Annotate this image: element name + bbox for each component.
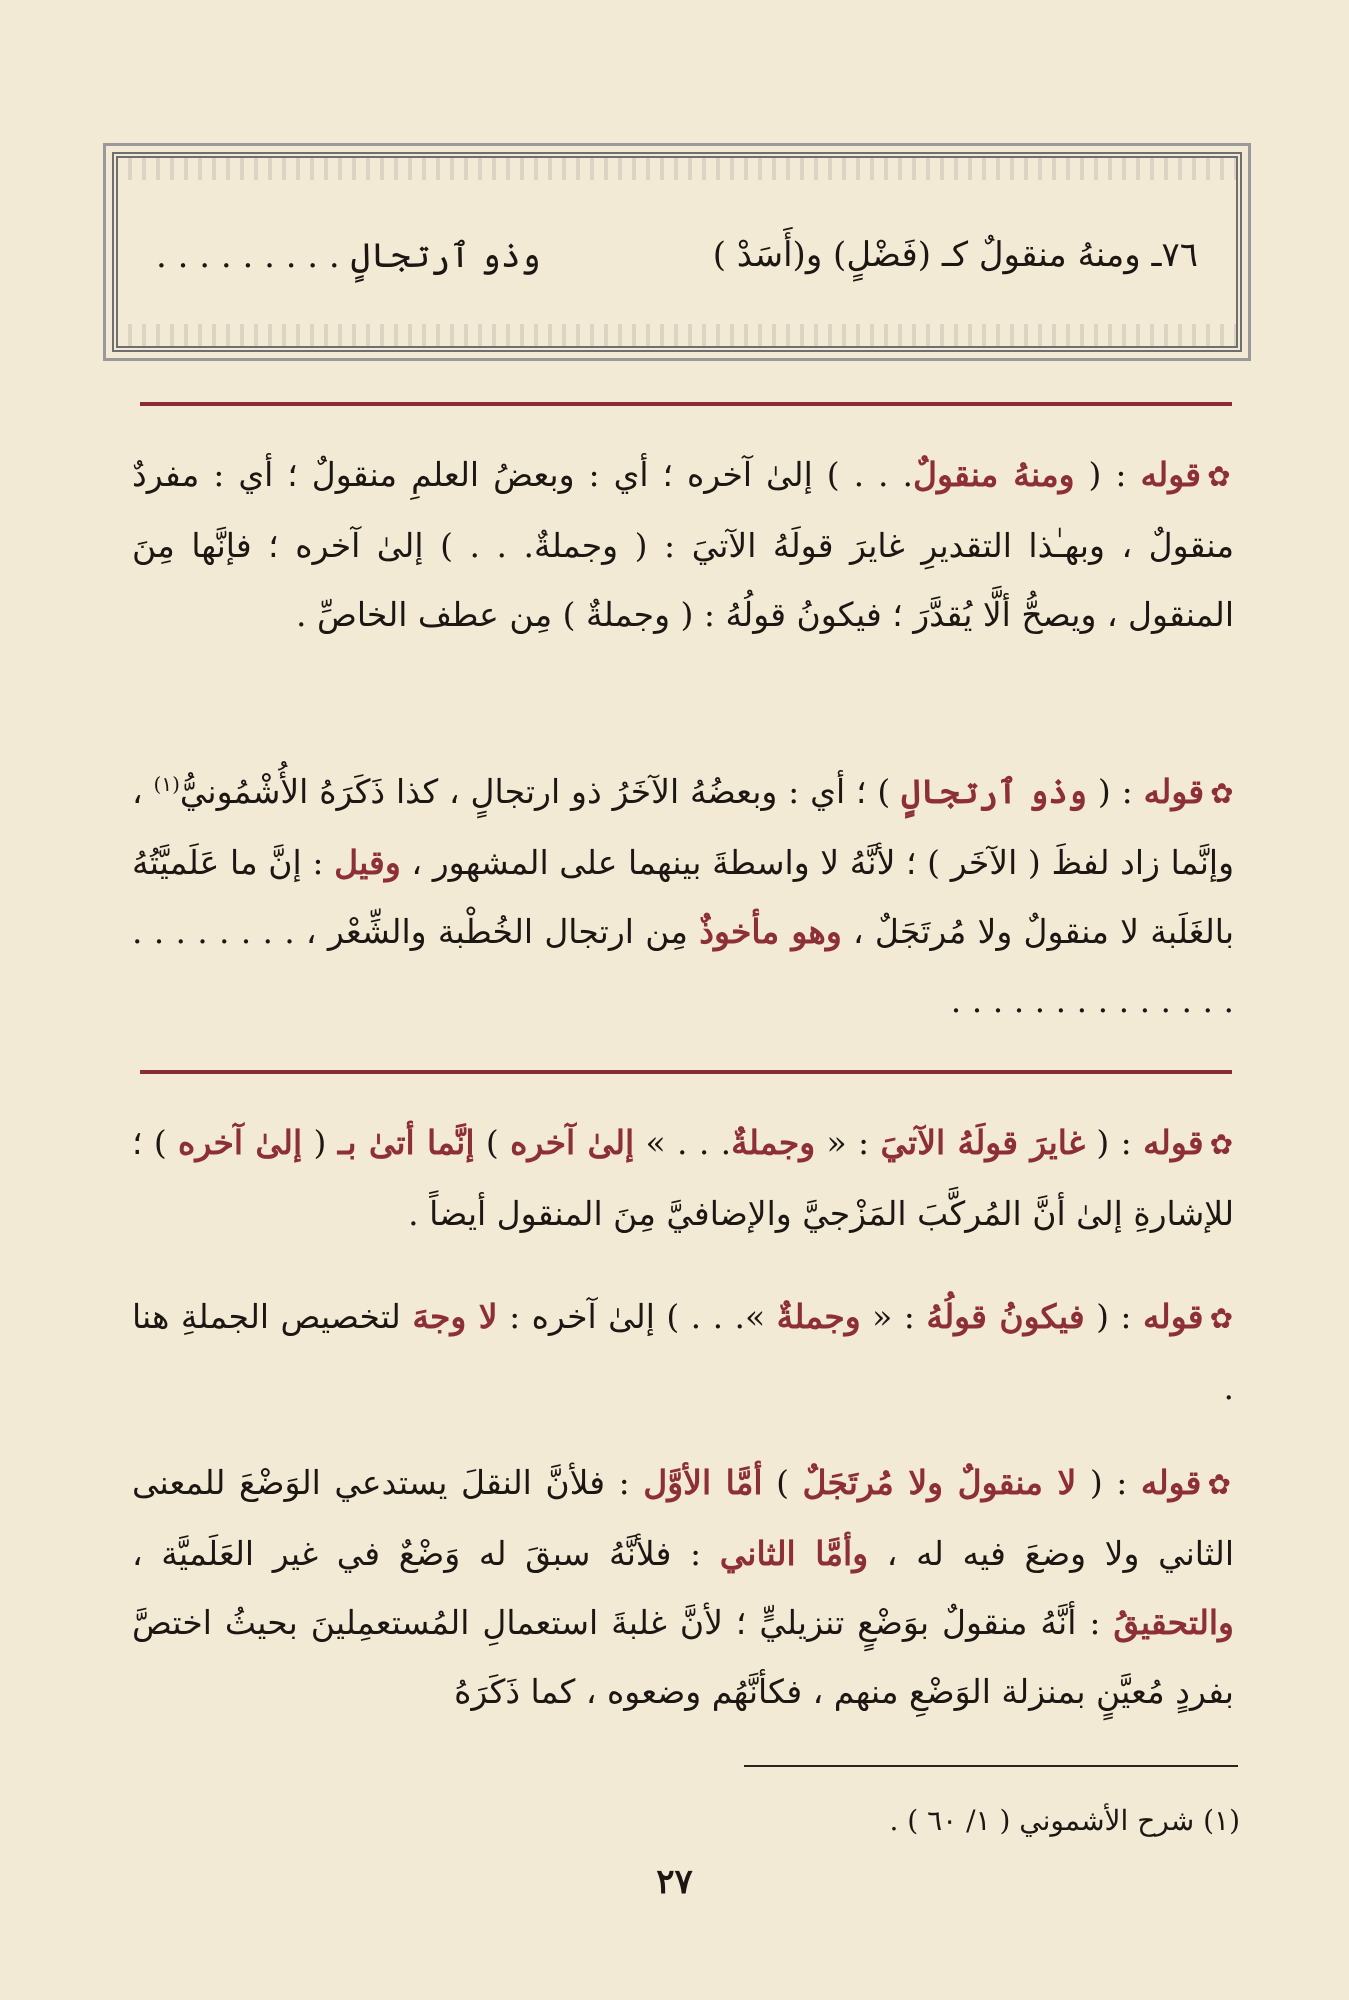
body-text: : ( (1087, 772, 1144, 811)
footnote-marker: (١) (153, 772, 180, 796)
body-text: ، وإنَّما زاد لفظَ ( الآخَر ) ؛ لأنَّهُ لا واسطةَ بينهما على المشهور ، (132, 772, 1235, 882)
highlighted-phrase: وذو ٱرتجالٍ (901, 772, 1087, 811)
body-text: : أنَّهُ منقولٌ بوَضْعٍ تنزيليٍّ ؛ لأنَّ غلبةَ استعمالِ المُستعمِلينَ بحيثُ اختصَّ بفردٍ مُعيَّنٍ بمنزلة الوَضْعِ منهم ، فكأنَّهُم وضعوه ، كما ذَكَرَهُ (132, 1603, 1234, 1711)
verse-hemistich-second: وذو ٱرتجالٍ . . . . . . . . . (156, 235, 541, 276)
body-text: . . . » (634, 1123, 732, 1162)
gloss-paragraph-3 (132, 1448, 1234, 1726)
commentary-paragraph-1 (132, 440, 1234, 649)
body-text: : ( (1076, 1463, 1141, 1502)
body-text: ( (302, 1123, 338, 1162)
highlighted-phrase: أمَّا الأوَّل (643, 1463, 763, 1502)
body-text: مِن ارتجال الخُطْبة والشِّعْر ، . . . . . . . . . . . . . . . . . . . . . . (132, 912, 1234, 1020)
highlighted-phrase: وجملةٌ (731, 1123, 816, 1162)
flower-bullet-icon: ✿ (1207, 1468, 1234, 1501)
body-text: ». . . ) إلىٰ آخره : (497, 1297, 777, 1336)
body-text: : فلأنَّهُ سبقَ له وَضْعٌ في غير العَلَميَّة ، (132, 1534, 720, 1573)
body-text: : ( (1085, 1123, 1144, 1162)
highlighted-phrase: قوله (1143, 772, 1205, 811)
highlighted-phrase: لا وجهَ (412, 1297, 498, 1336)
page-number: ٢٧ (656, 1862, 693, 1902)
body-text: لتخصيص الجملةِ هنا . (132, 1297, 1234, 1407)
flower-bullet-icon: ✿ (1209, 1302, 1234, 1335)
highlighted-phrase: وجملةٌ (776, 1297, 861, 1336)
highlighted-phrase: إنَّما أتىٰ بـ (337, 1123, 475, 1162)
verse-line (156, 210, 1198, 300)
body-text: : « (815, 1123, 881, 1162)
highlighted-phrase: والتحقيقُ (1113, 1603, 1234, 1642)
gloss-paragraph-1 (132, 1108, 1234, 1248)
body-text: : « (860, 1297, 927, 1336)
flower-bullet-icon: ✿ (1210, 777, 1234, 810)
verse-hemistich-first: ٧٦ـ ومنهُ منقولٌ كـ (فَضْلٍ) و(أَسَدْ ) (712, 235, 1198, 275)
highlighted-phrase: وقيل (334, 843, 401, 882)
body-text: ) (762, 1463, 803, 1502)
body-text: : ( (1074, 455, 1141, 494)
highlighted-phrase: قوله (1142, 1297, 1204, 1336)
body-text: . . . ) إلىٰ آخره ؛ أي : وبعضُ العلمِ منقولٌ ؛ أي : مفردٌ منقولٌ ، وبهـٰذا التقديرِ غايرَ قولَهُ الآتيَ : ( وجملةٌ. . . ) إلىٰ آخره ؛ فإنَّها مِنَ المنقول ، ويصحُّ ألَّا يُقدَّرَ ؛ فيكونُ قولُهُ : ( وجملةٌ ) مِن عطف الخاصِّ . (132, 455, 1234, 634)
body-text: : فلأنَّ النقلَ يستدعي الوَضْعَ للمعنى الثاني ولا وضعَ فيه له ، (132, 1463, 1235, 1573)
verse-frame (112, 152, 1242, 352)
body-text: ) (474, 1123, 511, 1162)
highlighted-phrase: غايرَ قولَهُ الآتيَ (880, 1123, 1086, 1162)
divider-rule-middle (140, 1070, 1232, 1074)
body-text: : ( (1084, 1297, 1143, 1336)
highlighted-phrase: قوله (1143, 1123, 1204, 1162)
highlighted-phrase: إلىٰ آخره (178, 1123, 303, 1162)
commentary-paragraph-2 (132, 750, 1234, 1035)
divider-rule-top (140, 402, 1232, 406)
footnote: (١) شرح الأشموني ( ١/ ٦٠ ) . (889, 1804, 1240, 1837)
highlighted-phrase: قوله (1140, 455, 1202, 494)
highlighted-phrase: إلىٰ آخره (510, 1123, 635, 1162)
highlighted-phrase: ومنهُ منقولٌ (912, 455, 1075, 494)
body-text: ) ؛ أي : وبعضُهُ الآخَرُ ذو ارتجالٍ ، كذا ذَكَرَهُ الأُشْمُونيُّ (179, 772, 902, 811)
body-text: : إنَّ ما عَلَميَّتُهُ بالغَلَبة لا منقولٌ ولا مُرتَجَلٌ ، (132, 843, 1235, 951)
highlighted-phrase: وأمَّا الثاني (719, 1534, 869, 1573)
footnote-rule (744, 1765, 1238, 1767)
body-text: ) ؛ للإشارةِ إلىٰ أنَّ المُركَّبَ المَزْجيَّ والإضافيَّ مِنَ المنقول أيضاً . (132, 1123, 1234, 1233)
gloss-paragraph-2 (132, 1282, 1234, 1422)
flower-bullet-icon: ✿ (1207, 460, 1235, 493)
highlighted-phrase: فيكونُ قولُهُ (926, 1297, 1085, 1336)
highlighted-phrase: وهو مأخوذٌ (699, 912, 842, 951)
flower-bullet-icon: ✿ (1209, 1128, 1234, 1161)
highlighted-phrase: قوله (1140, 1463, 1202, 1502)
highlighted-phrase: لا منقولٌ ولا مُرتَجَلٌ (802, 1463, 1077, 1502)
